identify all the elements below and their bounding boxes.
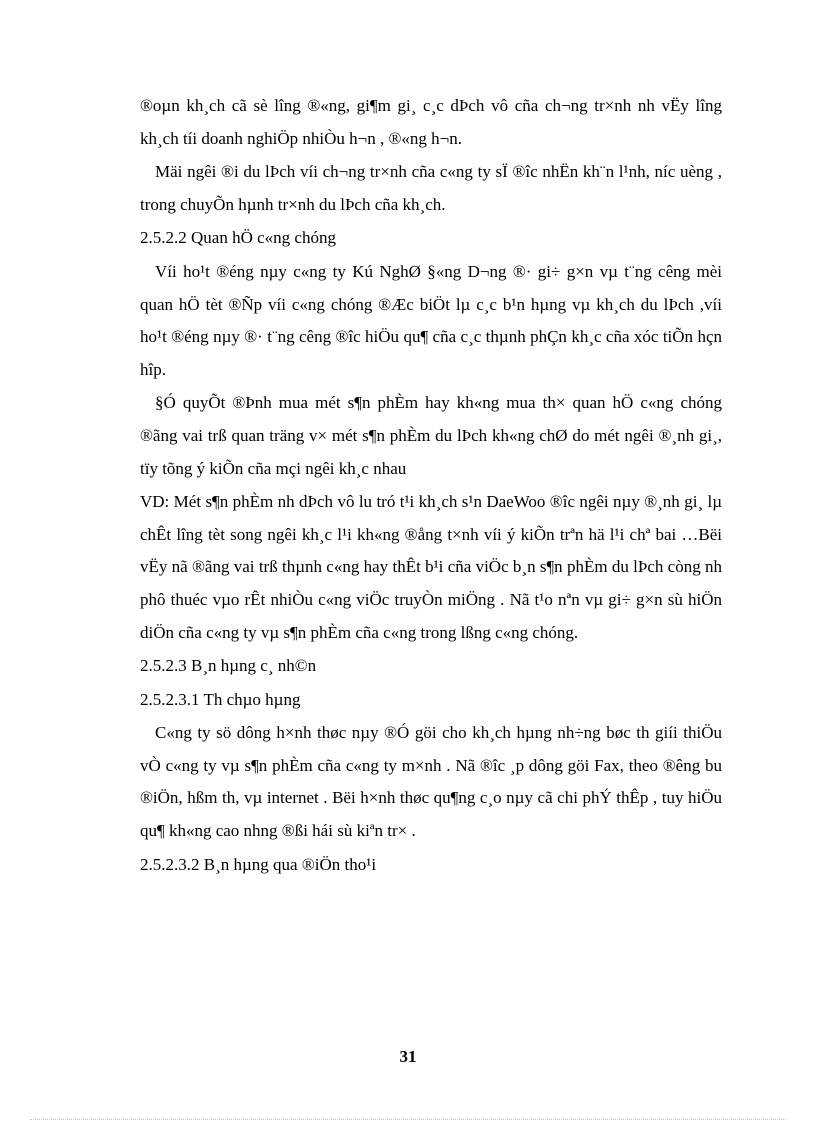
paragraph-sales-letters: C«ng ty sö dông h×nh thøc nµy ®Ó göi cho kh¸ch hµng nh÷ng bøc th giíi thiÖu vÒ c«ng ty vµ s¶n phÈm cña c«ng ty m×nh . Nã ®îc ¸p dông göi Fax, theo ®êng bu ®iÖn, hßm th, vµ internet . Bëi h×nh thøc qu¶ng c¸o nµy cã chi phÝ thÊp , tuy hiÖu qu¶ kh«ng cao nhng ®ßi hái sù kiªn tr× . <box>140 723 722 841</box>
paragraph-group-discount: ®oµn kh¸ch cã sè lîng ®«ng, gi¶m gi¸ c¸c dÞch vô cña ch¬ng tr×nh nh vËy lîng kh¸ch tíi doanh nghiÖp nhiÒu h¬n , ®«ng h¬n. <box>140 96 722 148</box>
heading-sales-letters: 2.5.2.3.1 Th chµo hµng <box>140 689 301 709</box>
page-number: 31 <box>399 1047 417 1066</box>
paragraph-example: VD: Mét s¶n phÈm nh dÞch vô lu tró t¹i kh¸ch s¹n DaeWoo ®îc ngêi nµy ®¸nh gi¸ lµ chÊt lîng tèt song ngêi kh¸c l¹i kh«ng ®ång t×nh víi ý kiÕn trªn hä l¹i chª bai …Bëi vËy nã ®ãng vai trß thµnh c«ng hay thÊt b¹i cña viÖc b¸n s¶n phÈm du lÞch còng nh phô thuéc vµo rÊt nhiÒu c«ng viÖc truyÒn miÖng . Nã t¹o nªn vµ gi÷ g×n sù hiÖn diÖn cña c«ng ty vµ s¶n phÈm cña c«ng trong lßng c«ng chóng. <box>140 492 722 642</box>
paragraph-purchase-decision: §Ó quyÕt ®Þnh mua mét s¶n phÈm hay kh«ng mua th× quan hÖ c«ng chóng ®ãng vai trß quan träng v× mét s¶n phÈm du lÞch kh«ng chØ do mét ngêi ®¸nh gi¸, tïy tõng ý kiÕn cña mçi ngêi kh¸c nhau <box>140 393 722 478</box>
paragraph-amenities: Mäi ngêi ®i du lÞch víi ch¬ng tr×nh cña c«ng ty sÏ ®îc nhËn kh¨n l¹nh, níc uèng , trong chuyÕn hµnh tr×nh du lÞch cña kh¸ch. <box>140 162 722 214</box>
paragraph-pr-activities: Víi ho¹t ®éng nµy c«ng ty Kú NghØ §«ng D¬ng ®· gi÷ g×n vµ t¨ng cêng mèi quan hÖ tèt ®Ñp víi c«ng chóng ®Æc biÖt lµ c¸c b¹n hµng vµ kh¸ch du lÞch ,víi ho¹t ®éng nµy ®· t¨ng cêng ®îc hiÖu qu¶ cña c¸c thµnh phÇn kh¸c cña xóc tiÕn hçn hîp. <box>140 261 722 379</box>
heading-public-relations: 2.5.2.2 Quan hÖ c«ng chóng <box>140 228 336 248</box>
document-body <box>140 90 722 881</box>
heading-personal-selling: 2.5.2.3 B¸n hµng c¸ nh©n <box>140 656 317 676</box>
heading-phone-sales: 2.5.2.3.2 B¸n hµng qua ®iÖn tho¹i <box>140 854 377 874</box>
footer-divider <box>30 1119 786 1120</box>
